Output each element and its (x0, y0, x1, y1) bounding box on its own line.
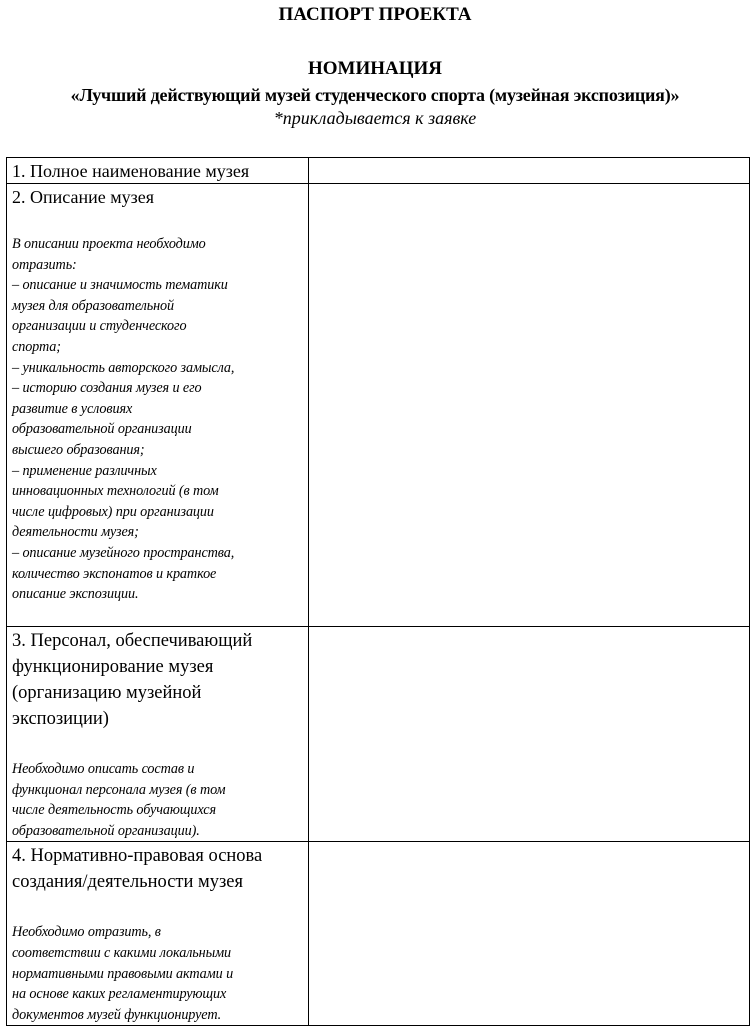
hint-line: соответствии с какими локальными (12, 944, 232, 961)
hint-line: нормативными правовыми актами и (12, 965, 234, 982)
hint-line: образовательной организации). (12, 822, 200, 839)
hint-line: Необходимо отразить, в (12, 924, 161, 941)
label-cell-legal-basis (7, 842, 309, 1026)
hint-line: деятельности музея; (12, 524, 139, 541)
table-row-legal-basis (7, 842, 750, 1026)
title-line: 4. Нормативно-правовая основа (12, 846, 263, 867)
hint-line: инновационных технологий (в том (12, 483, 219, 500)
hint-line: развитие в условиях (12, 400, 133, 417)
hint-line: отразить: (12, 256, 77, 273)
title-line: экспозиции) (12, 709, 109, 729)
hint-line: Необходимо описать состав и (12, 761, 195, 777)
hint-line: функционал персонала музея (в том (12, 781, 226, 798)
hint-line: числе деятельность обучающихся (12, 802, 216, 819)
hint-line: высшего образования; (12, 441, 145, 458)
hint-line: В описании проекта необходимо (12, 236, 206, 252)
item-hint-description (12, 234, 304, 605)
hint-line: спорта; (12, 338, 61, 355)
attachment-note: *прикладывается к заявке (273, 108, 477, 128)
hint-line: описание экспозиции. (12, 586, 139, 603)
title-line: 3. Персонал, обеспечивающий (12, 631, 253, 651)
nomination-name: «Лучший действующий музей студенческого спорта (музейная экспозиция)» (70, 85, 680, 105)
hint-line: образовательной организации (12, 421, 192, 438)
item-hint-personnel (12, 759, 304, 841)
hint-line: на основе каких регламентирующих (12, 986, 227, 1003)
hint-line: количество экспонатов и краткое (12, 565, 217, 582)
hint-line: музея для образовательной (12, 297, 175, 314)
item-title-full-name: 1. Полное наименование музея (12, 161, 250, 181)
hint-line: – историю создания музея и его (12, 380, 202, 397)
value-cell-description[interactable] (309, 184, 750, 627)
item-hint-legal-basis (12, 922, 304, 1025)
item-title-legal-basis (12, 843, 304, 895)
hint-line: – описание и значимость тематики (12, 277, 228, 294)
title-line: функционирование музея (12, 657, 214, 677)
hint-line: – уникальность авторского замысла, (12, 359, 235, 376)
document-title: ПАСПОРТ ПРОЕКТА (278, 4, 472, 25)
hint-line: документов музей функционирует. (12, 1006, 222, 1023)
title-line: (организацию музейной (12, 683, 202, 703)
item-title-description: 2. Описание музея (12, 187, 154, 207)
table-row-full-name (7, 158, 750, 184)
hint-line: – описание музейного пространства, (12, 544, 235, 561)
hint-line: организации и студенческого (12, 318, 187, 335)
hint-line: – применение различных (12, 462, 157, 479)
value-cell-personnel[interactable] (309, 627, 750, 842)
table-row-personnel (7, 627, 750, 842)
label-cell-personnel (7, 627, 309, 842)
value-cell-legal-basis[interactable] (309, 842, 750, 1026)
title-line: создания/деятельности музея (12, 872, 244, 893)
label-cell-description (7, 184, 309, 627)
label-cell-full-name (7, 158, 309, 184)
nomination-label: НОМИНАЦИЯ (307, 58, 443, 79)
hint-line: числе цифровых) при организации (12, 503, 214, 520)
item-title-personnel (12, 628, 304, 732)
value-cell-full-name[interactable] (309, 158, 750, 184)
table-row-description (7, 184, 750, 627)
passport-table (6, 157, 750, 1026)
